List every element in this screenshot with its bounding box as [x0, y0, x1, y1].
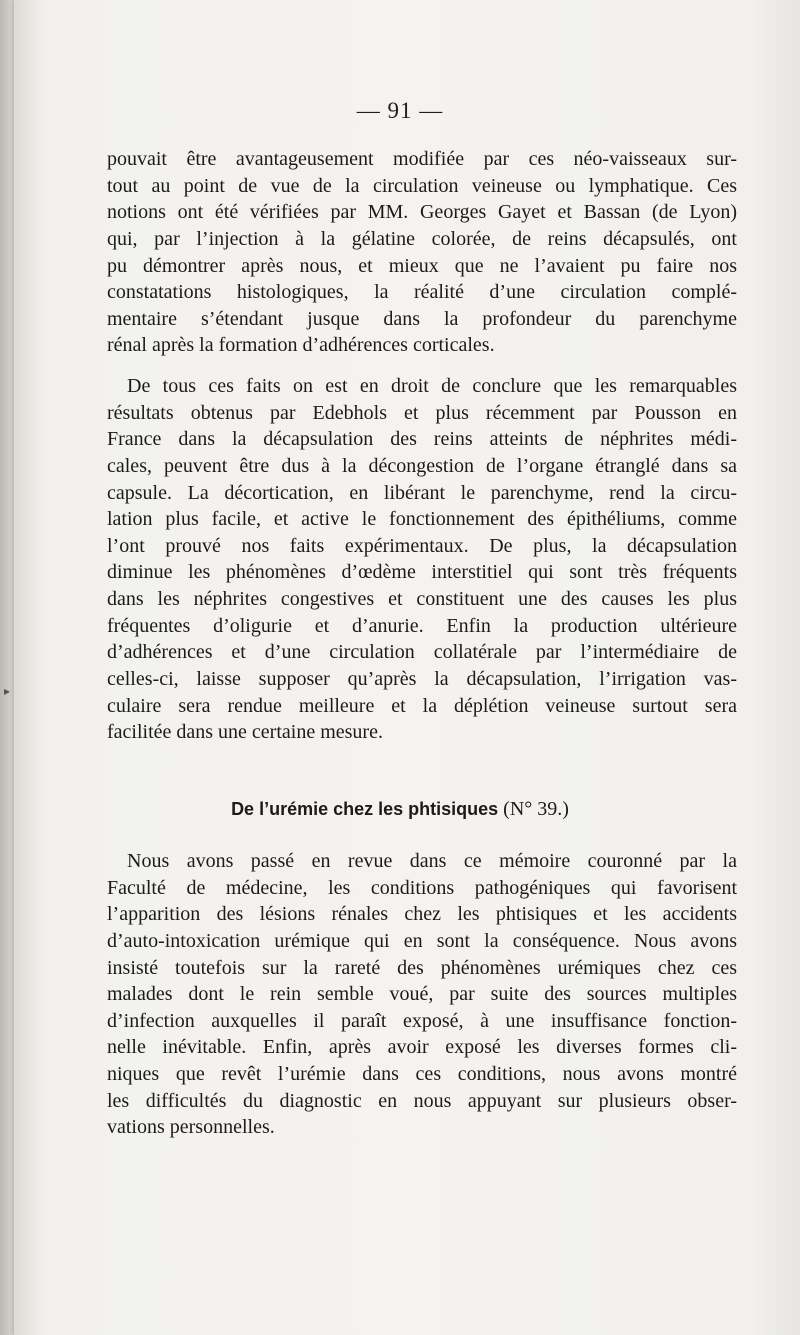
section-title: De l’urémie chez les phtisiques — [231, 799, 499, 819]
page-number: — 91 — — [356, 98, 444, 123]
text-line: mentaire s’étendant jusque dans la profondeur du parenchyme — [107, 307, 737, 330]
margin-mark-icon: ▸ — [4, 684, 11, 698]
text-line: fréquentes d’oligurie et d’anurie. Enfin la production ultérieure — [107, 614, 737, 637]
text-line: d’auto-intoxication urémique qui en sont la conséquence. Nous avons — [107, 929, 737, 952]
text-line: notions ont été vérifiées par MM. Georges Gayet et Bassan (de Lyon) — [107, 201, 737, 224]
paragraph-3 — [107, 848, 737, 1141]
text-line: d’adhérences et d’une circulation collatérale par l’intermédiaire de — [107, 641, 737, 664]
text-line: d’infection auxquelles il paraît exposé, à une insuffisance fonction- — [107, 1009, 737, 1032]
text-line: niques que revêt l’urémie dans ces conditions, nous avons montré — [107, 1063, 737, 1086]
text-line: rénal après la formation d’adhérences corticales. — [107, 334, 495, 357]
text-line: culaire sera rendue meilleure et la déplétion veineuse surtout sera — [107, 694, 737, 717]
text-line: vations personnelles. — [107, 1116, 275, 1139]
text-line: France dans la décapsulation des reins atteints de néphrites médi- — [107, 428, 737, 451]
text-line: malades dont le rein semble voué, par suite des sources multiples — [107, 983, 737, 1006]
text-line: tout au point de vue de la circulation veineuse ou lymphatique. Ces — [107, 174, 737, 197]
text-line: constatations histologiques, la réalité d’une circulation complé- — [107, 281, 737, 304]
text-line: celles-ci, laisse supposer qu’après la décapsulation, l’irrigation vas- — [107, 668, 737, 691]
text-line: nelle inévitable. Enfin, après avoir exposé les diverses formes cli- — [107, 1036, 737, 1059]
text-line: De tous ces faits on est en droit de conclure que les remarquables — [127, 375, 737, 397]
text-line: cales, peuvent être dus à la décongestion de l’organe étranglé dans sa — [107, 454, 737, 477]
text-line: résultats obtenus par Edebhols et plus récemment par Pousson en — [107, 401, 737, 424]
text-line: l’apparition des lésions rénales chez les phtisiques et les accidents — [107, 903, 737, 926]
text-line: pouvait être avantageusement modifiée par ces néo-vaisseaux sur- — [107, 148, 737, 170]
text-line: Faculté de médecine, les conditions pathogéniques qui favorisent — [107, 876, 737, 899]
text-line: Nous avons passé en revue dans ce mémoire couronné par la — [127, 850, 737, 872]
text-line: l’ont prouvé nos faits expérimentaux. De plus, la décapsulation — [107, 534, 737, 557]
text-line: capsule. La décortication, en libérant le parenchyme, rend la circu- — [107, 481, 737, 504]
text-line: insisté toutefois sur la rareté des phénomènes urémiques chez ces — [107, 956, 737, 979]
page-binding-edge — [0, 0, 14, 1335]
section-heading — [0, 798, 800, 821]
text-line: qui, par l’injection à la gélatine colorée, de reins décapsulés, ont — [107, 227, 737, 250]
text-line: pu démontrer après nous, et mieux que ne l’avaient pu faire nos — [107, 254, 737, 277]
paragraph-2 — [107, 373, 737, 746]
text-line: les difficultés du diagnostic en nous appuyant sur plusieurs obser- — [107, 1089, 737, 1112]
text-line: facilitée dans une certaine mesure. — [107, 721, 383, 744]
section-reference: (N° 39.) — [503, 798, 569, 820]
text-line: diminue les phénomènes d’œdème interstitiel qui sont très fréquents — [107, 561, 737, 584]
text-line: dans les néphrites congestives et constituent une des causes les plus — [107, 588, 737, 611]
text-line: lation plus facile, et active le fonctionnement des épithéliums, comme — [107, 508, 737, 531]
paragraph-1 — [107, 146, 737, 359]
